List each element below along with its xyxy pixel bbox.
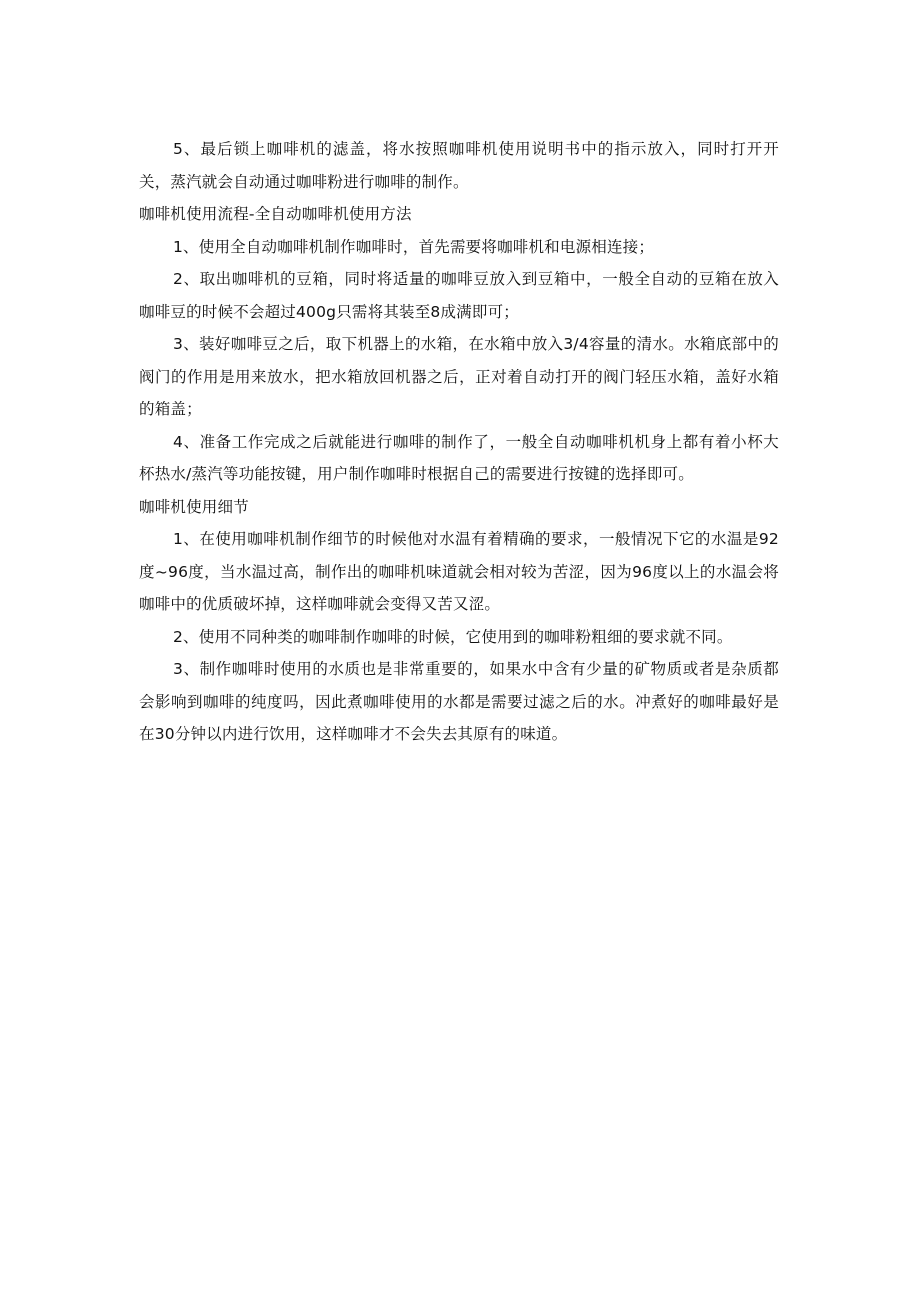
- paragraph-detail-1: 1、在使用咖啡机制作细节的时候他对水温有着精确的要求，一般情况下它的水温是92度~96度，当水温过高，制作出的咖啡机味道就会相对较为苦涩，因为96度以上的水温会将咖啡中的优质破坏掉，这样咖啡就会变得又苦又涩。: [139, 530, 779, 613]
- paragraph-step-5: 5、最后锁上咖啡机的滤盖，将水按照咖啡机使用说明书中的指示放入，同时打开开关，蒸汽就会自动通过咖啡粉进行咖啡的制作。: [139, 140, 779, 191]
- paragraph-detail-2: 2、使用不同种类的咖啡制作咖啡的时候，它使用到的咖啡粉粗细的要求就不同。: [173, 627, 733, 646]
- paragraph-step-1: 1、使用全自动咖啡机制作咖啡时，首先需要将咖啡机和电源相连接；: [173, 237, 655, 256]
- paragraph-step-4: 4、准备工作完成之后就能进行咖啡的制作了，一般全自动咖啡机机身上都有着小杯大杯热水/蒸汽等功能按键，用户制作咖啡时根据自己的需要进行按键的选择即可。: [139, 432, 779, 483]
- section-heading-usage-process: 咖啡机使用流程-全自动咖啡机使用方法: [139, 205, 412, 223]
- paragraph-step-3: 3、装好咖啡豆之后，取下机器上的水箱，在水箱中放入3/4容量的清水。水箱底部中的阀门的作用是用来放水，把水箱放回机器之后，正对着自动打开的阀门轻压水箱，盖好水箱的箱盖；: [139, 335, 779, 418]
- document-body: [139, 133, 779, 751]
- paragraph-step-2: 2、取出咖啡机的豆箱，同时将适量的咖啡豆放入到豆箱中，一般全自动的豆箱在放入咖啡豆的时候不会超过400g只需将其装至8成满即可；: [139, 270, 779, 321]
- section-heading-usage-details: 咖啡机使用细节: [139, 497, 249, 516]
- paragraph-detail-3: 3、制作咖啡时使用的水质也是非常重要的，如果水中含有少量的矿物质或者是杂质都会影响到咖啡的纯度吗，因此煮咖啡使用的水都是需要过滤之后的水。冲煮好的咖啡最好是在30分钟以内进行饮用，这样咖啡才不会失去其原有的味道。: [139, 660, 779, 743]
